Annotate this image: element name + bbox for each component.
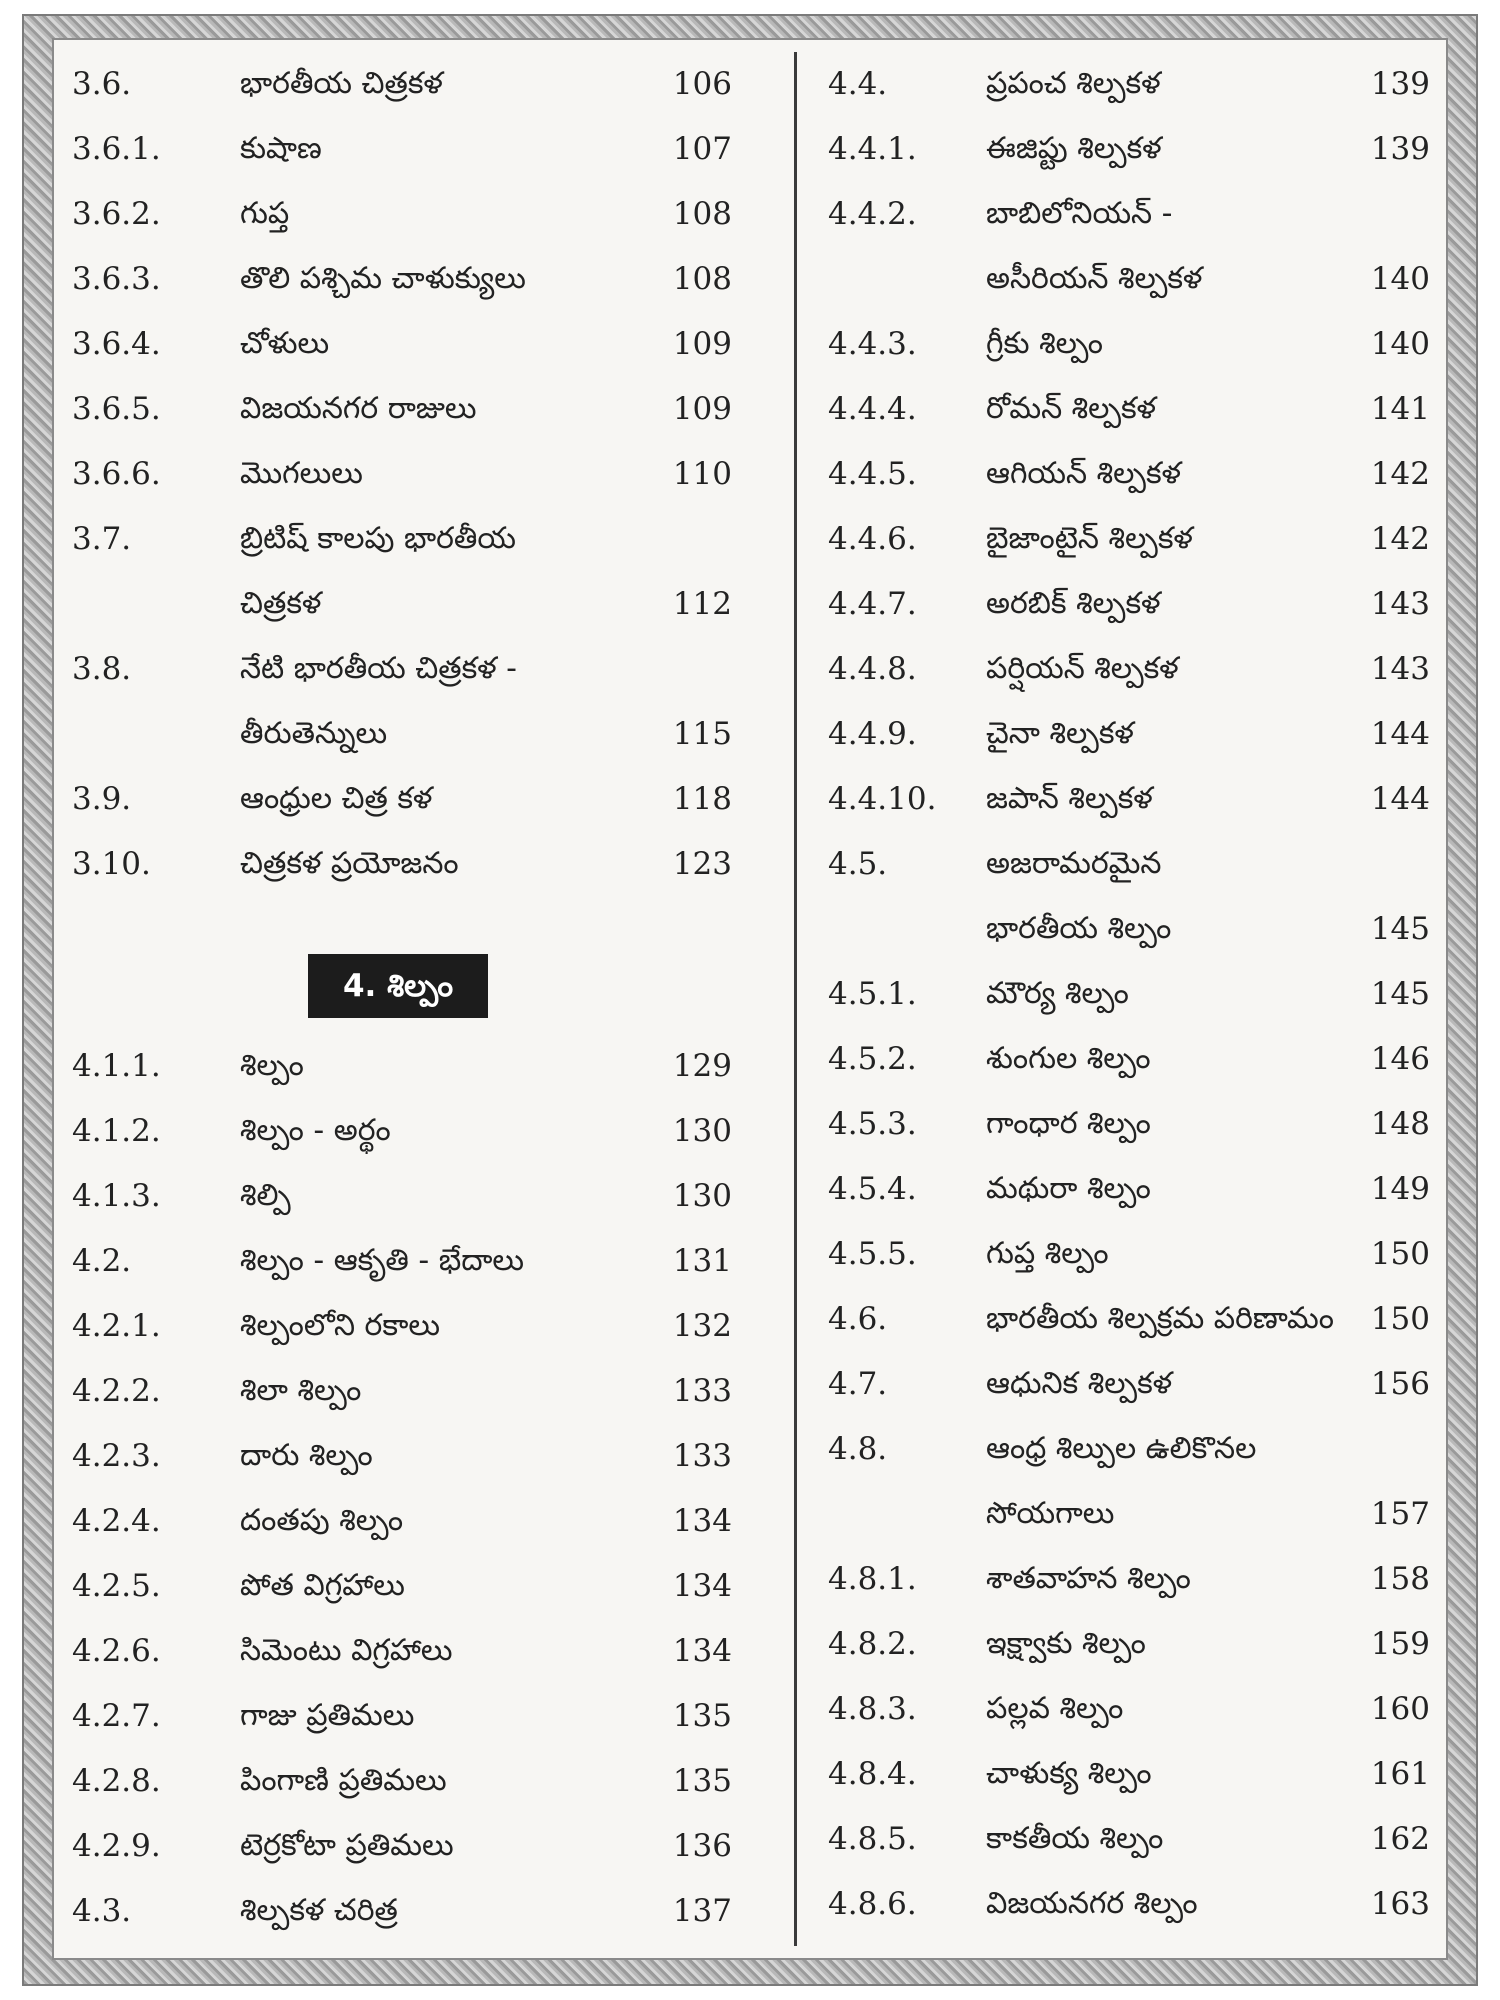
entry-title: చైనా శిల్పకళ (986, 716, 1134, 751)
entry-number: 4.8.5. (828, 1821, 917, 1857)
entry-title: టెర్రకోటా ప్రతిమలు (240, 1828, 454, 1863)
toc-entry (810, 704, 1448, 764)
entry-number: 4.4.8. (828, 651, 917, 687)
entry-title: మొగలులు (240, 456, 363, 491)
entry-number: 4.2.8. (72, 1763, 161, 1799)
entry-page-number: 118 (672, 781, 732, 817)
toc-entry (810, 249, 1448, 309)
toc-entry (810, 1484, 1448, 1544)
toc-entry (52, 54, 752, 114)
entry-page-number: 144 (1370, 716, 1430, 752)
entry-page-number: 145 (1370, 976, 1430, 1012)
entry-page-number: 108 (672, 196, 732, 232)
entry-page-number: 133 (672, 1438, 732, 1474)
toc-entry (52, 509, 752, 569)
entry-title: ప్రపంచ శిల్పకళ (986, 66, 1161, 101)
entry-title: మథురా శిల్పం (986, 1171, 1151, 1206)
entry-page-number: 134 (672, 1633, 732, 1669)
toc-entry (810, 1354, 1448, 1414)
entry-title: పోత విగ్రహాలు (240, 1568, 405, 1603)
entry-page-number: 142 (1370, 456, 1430, 492)
entry-page-number: 129 (672, 1048, 732, 1084)
entry-title: శిల్పం (240, 1048, 304, 1083)
entry-title: నేటి భారతీయ చిత్రకళ - (240, 651, 517, 686)
toc-entry (810, 1224, 1448, 1284)
toc-entry (810, 1289, 1448, 1349)
entry-number: 4.2.1. (72, 1308, 161, 1344)
entry-page-number: 156 (1370, 1366, 1430, 1402)
entry-title: దంతపు శిల్పం (240, 1503, 404, 1538)
toc-entry (52, 249, 752, 309)
entry-title: పర్షియన్ శిల్పకళ (986, 651, 1179, 686)
entry-page-number: 140 (1370, 326, 1430, 362)
toc-entry (52, 314, 752, 374)
entry-title: చిత్రకళ (240, 586, 322, 621)
entry-page-number: 132 (672, 1308, 732, 1344)
toc-entry (52, 1621, 752, 1681)
entry-page-number: 143 (1370, 651, 1430, 687)
toc-entry (52, 639, 752, 699)
entry-number: 4.2.4. (72, 1503, 161, 1539)
entry-number: 4.6. (828, 1301, 888, 1337)
entry-title: ఆగియన్ శిల్పకళ (986, 456, 1181, 491)
toc-entry (810, 54, 1448, 114)
entry-title: శిల్పి (240, 1178, 291, 1213)
entry-title: విజయనగర శిల్పం (986, 1886, 1198, 1921)
entry-page-number: 150 (1370, 1301, 1430, 1337)
toc-entry (52, 1296, 752, 1356)
entry-number: 4.4.2. (828, 196, 917, 232)
entry-title: చిత్రకళ ప్రయోజనం (240, 846, 459, 881)
entry-number: 4.8.4. (828, 1756, 917, 1792)
entry-number: 3.6.5. (72, 391, 161, 427)
entry-page-number: 108 (672, 261, 732, 297)
entry-number: 3.6.4. (72, 326, 161, 362)
entry-page-number: 141 (1370, 391, 1430, 427)
entry-number: 4.4. (828, 66, 888, 102)
toc-entry (52, 834, 752, 894)
entry-page-number: 149 (1370, 1171, 1430, 1207)
entry-page-number: 109 (672, 326, 732, 362)
entry-title: తొలి పశ్చిమ చాళుక్యులు (240, 261, 526, 296)
entry-page-number: 137 (672, 1893, 732, 1929)
entry-title: భారతీయ శిల్పం (986, 911, 1172, 946)
entry-number: 4.7. (828, 1366, 888, 1402)
entry-title: కాకతీయ శిల్పం (986, 1821, 1164, 1856)
entry-number: 4.8. (828, 1431, 888, 1467)
toc-entry (52, 1816, 752, 1876)
entry-title: గ్రీకు శిల్పం (986, 326, 1103, 361)
entry-title: ఈజిప్టు శిల్పకళ (986, 131, 1162, 166)
toc-entry (52, 1231, 752, 1291)
entry-number: 4.4.9. (828, 716, 917, 752)
entry-number: 3.6.2. (72, 196, 161, 232)
toc-entry (52, 1361, 752, 1421)
toc-entry (52, 1036, 752, 1096)
entry-number: 4.2.3. (72, 1438, 161, 1474)
entry-page-number: 134 (672, 1503, 732, 1539)
entry-title: ఆంధ్రుల చిత్ర కళ (240, 781, 433, 816)
entry-title: ఆంధ్ర శిల్పుల ఉలికొనల (986, 1431, 1257, 1466)
entry-title: సిమెంటు విగ్రహాలు (240, 1633, 453, 1668)
entry-page-number: 131 (672, 1243, 732, 1279)
entry-number: 3.6.1. (72, 131, 161, 167)
toc-entry (810, 639, 1448, 699)
entry-page-number: 135 (672, 1763, 732, 1799)
entry-page-number: 160 (1370, 1691, 1430, 1727)
entry-page-number: 133 (672, 1373, 732, 1409)
entry-number: 4.8.6. (828, 1886, 917, 1922)
entry-page-number: 139 (1370, 66, 1430, 102)
entry-title: శిలా శిల్పం (240, 1373, 362, 1408)
entry-number: 3.10. (72, 846, 151, 882)
entry-page-number: 106 (672, 66, 732, 102)
toc-entry (52, 1101, 752, 1161)
toc-entry (52, 119, 752, 179)
entry-page-number: 162 (1370, 1821, 1430, 1857)
entry-title: భారతీయ చిత్రకళ (240, 66, 443, 101)
toc-entry (810, 1874, 1448, 1934)
entry-title: శిల్పంలోని రకాలు (240, 1308, 441, 1343)
toc-entry (810, 509, 1448, 569)
toc-entry (810, 1549, 1448, 1609)
toc-entry (810, 119, 1448, 179)
entry-number: 4.2.5. (72, 1568, 161, 1604)
entry-title: దారు శిల్పం (240, 1438, 373, 1473)
toc-entry (52, 1881, 752, 1941)
entry-number: 4.8.3. (828, 1691, 917, 1727)
toc-entry (52, 1426, 752, 1486)
entry-title: శిల్పం - అర్థం (240, 1113, 391, 1148)
entry-page-number: 144 (1370, 781, 1430, 817)
entry-page-number: 136 (672, 1828, 732, 1864)
entry-page-number: 159 (1370, 1626, 1430, 1662)
toc-entry (810, 379, 1448, 439)
toc-entry (810, 769, 1448, 829)
toc-entry (52, 1556, 752, 1616)
toc-entry (810, 314, 1448, 374)
entry-number: 4.4.3. (828, 326, 917, 362)
entry-title: శుంగుల శిల్పం (986, 1041, 1151, 1076)
entry-title: బాబిలోనియన్ - (986, 196, 1173, 231)
entry-title: గుప్త (240, 196, 290, 231)
entry-page-number: 161 (1370, 1756, 1430, 1792)
entry-title: తీరుతెన్నులు (240, 716, 388, 751)
entry-page-number: 150 (1370, 1236, 1430, 1272)
toc-entry (810, 1419, 1448, 1479)
section-heading: 4. శిల్పం (308, 954, 488, 1018)
entry-title: అరబిక్ శిల్పకళ (986, 586, 1161, 621)
entry-page-number: 145 (1370, 911, 1430, 947)
entry-page-number: 158 (1370, 1561, 1430, 1597)
entry-title: బైజాంటైన్ శిల్పకళ (986, 521, 1193, 556)
toc-entry (810, 1679, 1448, 1739)
entry-page-number: 157 (1370, 1496, 1430, 1532)
toc-entry (810, 899, 1448, 959)
entry-number: 3.7. (72, 521, 132, 557)
toc-entry (810, 834, 1448, 894)
entry-number: 3.6.3. (72, 261, 161, 297)
entry-number: 4.2.7. (72, 1698, 161, 1734)
entry-page-number: 112 (672, 586, 732, 622)
entry-title: శాతవాహన శిల్పం (986, 1561, 1191, 1596)
entry-page-number: 109 (672, 391, 732, 427)
toc-entry (810, 1809, 1448, 1869)
toc-entry (810, 1744, 1448, 1804)
entry-page-number: 130 (672, 1178, 732, 1214)
toc-entry (52, 704, 752, 764)
entry-number: 3.9. (72, 781, 132, 817)
entry-title: మౌర్య శిల్పం (986, 976, 1129, 1011)
entry-number: 3.8. (72, 651, 132, 687)
entry-number: 4.4.4. (828, 391, 917, 427)
entry-page-number: 135 (672, 1698, 732, 1734)
entry-number: 4.4.6. (828, 521, 917, 557)
entry-number: 4.8.1. (828, 1561, 917, 1597)
toc-entry (810, 1159, 1448, 1219)
toc-entry (52, 1686, 752, 1746)
entry-title: కుషాణ (240, 131, 322, 166)
toc-page (52, 38, 1448, 1960)
entry-number: 4.2. (72, 1243, 132, 1279)
entry-number: 4.5.1. (828, 976, 917, 1012)
entry-number: 4.4.5. (828, 456, 917, 492)
entry-number: 4.2.2. (72, 1373, 161, 1409)
toc-entry (810, 574, 1448, 634)
entry-number: 4.5.5. (828, 1236, 917, 1272)
entry-title: ఆధునిక శిల్పకళ (986, 1366, 1173, 1401)
toc-entry (52, 574, 752, 634)
toc-entry (810, 1614, 1448, 1674)
entry-page-number: 142 (1370, 521, 1430, 557)
entry-number: 4.5.4. (828, 1171, 917, 1207)
entry-title: చాళుక్య శిల్పం (986, 1756, 1152, 1791)
entry-number: 4.3. (72, 1893, 132, 1929)
entry-number: 3.6.6. (72, 456, 161, 492)
entry-number: 4.2.6. (72, 1633, 161, 1669)
toc-entry (810, 964, 1448, 1024)
toc-entry (52, 1751, 752, 1811)
entry-page-number: 115 (672, 716, 732, 752)
entry-title: పల్లవ శిల్పం (986, 1691, 1124, 1726)
entry-number: 4.4.7. (828, 586, 917, 622)
entry-title: అజరామరమైన (986, 846, 1162, 881)
entry-page-number: 146 (1370, 1041, 1430, 1077)
entry-title: రోమన్ శిల్పకళ (986, 391, 1157, 426)
entry-title: ఇక్ష్వాకు శిల్పం (986, 1626, 1146, 1661)
toc-entry (52, 1166, 752, 1226)
entry-title: శిల్పం - ఆకృతి - భేదాలు (240, 1243, 525, 1278)
entry-title: గాంధార శిల్పం (986, 1106, 1151, 1141)
entry-number: 4.4.10. (828, 781, 937, 817)
toc-entry (52, 1491, 752, 1551)
entry-number: 4.5.3. (828, 1106, 917, 1142)
toc-entry (810, 444, 1448, 504)
entry-page-number: 107 (672, 131, 732, 167)
entry-page-number: 130 (672, 1113, 732, 1149)
entry-number: 4.1.1. (72, 1048, 161, 1084)
entry-title: పింగాణి ప్రతిమలు (240, 1763, 447, 1798)
entry-number: 4.2.9. (72, 1828, 161, 1864)
entry-title: జపాన్ శిల్పకళ (986, 781, 1153, 816)
entry-page-number: 110 (672, 456, 732, 492)
entry-title: అసీరియన్ శిల్పకళ (986, 261, 1203, 296)
entry-number: 4.1.3. (72, 1178, 161, 1214)
entry-number: 4.4.1. (828, 131, 917, 167)
entry-number: 4.5. (828, 846, 888, 882)
entry-title: సోయగాలు (986, 1496, 1115, 1531)
toc-entry (52, 379, 752, 439)
toc-entry (810, 184, 1448, 244)
entry-page-number: 163 (1370, 1886, 1430, 1922)
entry-title: చోళులు (240, 326, 330, 361)
entry-title: భారతీయ శిల్పక్రమ పరిణామం (986, 1301, 1334, 1336)
entry-page-number: 143 (1370, 586, 1430, 622)
entry-page-number: 123 (672, 846, 732, 882)
entry-number: 3.6. (72, 66, 132, 102)
entry-page-number: 148 (1370, 1106, 1430, 1142)
entry-page-number: 139 (1370, 131, 1430, 167)
toc-entry (52, 184, 752, 244)
entry-title: గుప్త శిల్పం (986, 1236, 1109, 1271)
entry-number: 4.1.2. (72, 1113, 161, 1149)
entry-title: శిల్పకళ చరిత్ర (240, 1893, 398, 1928)
entry-title: బ్రిటిష్ కాలపు భారతీయ (240, 521, 516, 556)
toc-entry (52, 769, 752, 829)
entry-page-number: 140 (1370, 261, 1430, 297)
toc-entry (810, 1029, 1448, 1089)
column-divider (794, 52, 797, 1946)
toc-entry (810, 1094, 1448, 1154)
entry-page-number: 134 (672, 1568, 732, 1604)
entry-title: విజయనగర రాజులు (240, 391, 477, 426)
entry-number: 4.8.2. (828, 1626, 917, 1662)
entry-title: గాజు ప్రతిమలు (240, 1698, 415, 1733)
entry-number: 4.5.2. (828, 1041, 917, 1077)
toc-entry (52, 444, 752, 504)
